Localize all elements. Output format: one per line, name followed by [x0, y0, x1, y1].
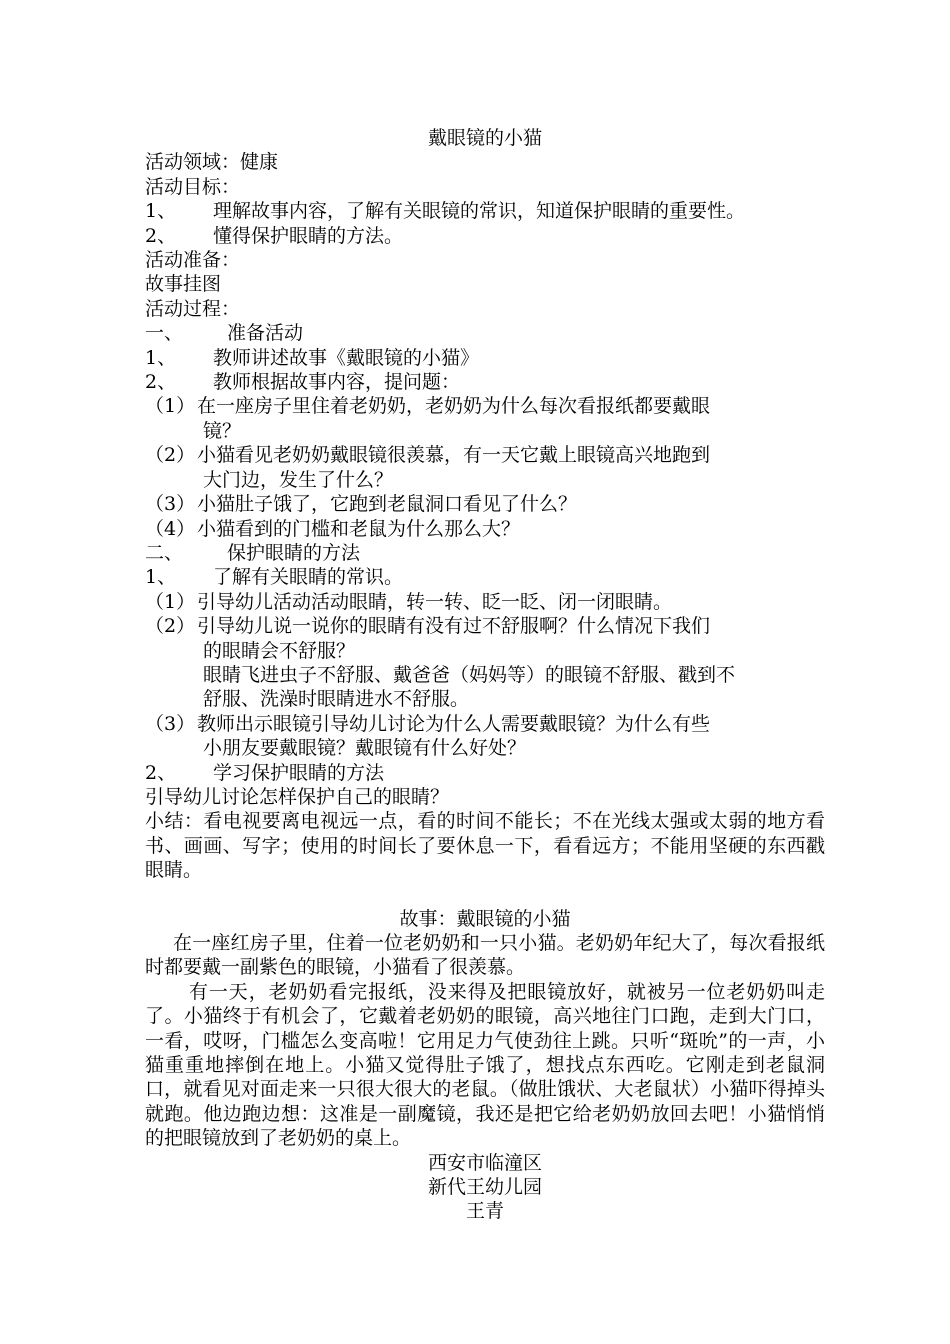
- signature-author: 王青: [465, 1200, 504, 1223]
- question-item: （2） 小猫看见老奶奶戴眼镜很羡慕，有一天它戴上眼镜高兴地跑到: [145, 444, 711, 467]
- question-item: （1） 在一座房子里住着老奶奶，老奶奶为什么每次看报纸都要戴眼: [145, 395, 711, 418]
- question-item: （3） 小猫肚子饿了，它跑到老鼠洞口看见了什么？: [145, 493, 578, 516]
- part2-heading: 二、 保护眼睛的方法: [145, 541, 361, 564]
- part2-item: 1、 了解有关眼睛的常识。: [145, 566, 404, 589]
- story-paragraph: 有一天，老奶奶看完报纸，没来得及把眼镜放好，就被另一位老奶奶叫走了。小猫终于有机会了，它戴着老奶奶的眼镜，高兴地往门口跑，走到大门口，一看，哎呀，门槛怎么变高啦！它用足力气使劲往上跳。只听“斑吮”的一声，小猫重重地摔倒在地上。小猫又觉得肚子饿了，想找点东西吃。它刚走到老鼠洞口，就看见对面走来一只很大很大的老鼠。（做肚饿状、大老鼠状）小猫吓得掉头就跑。他边跑边想：这准是一副魔镜，我还是把它给老奶奶放回去吧！小猫悄悄的把眼镜放到了老奶奶的桌上。: [145, 980, 825, 1150]
- signature-school: 新代王幼儿园: [427, 1176, 542, 1199]
- goal-item: 2、 懂得保护眼睛的方法。: [145, 224, 404, 247]
- document-page: [145, 126, 825, 1224]
- goal-item: 1、 理解故事内容，了解有关眼镜的常识，知道保护眼睛的重要性。: [145, 200, 746, 223]
- prep-heading: 活动准备：: [145, 249, 241, 272]
- question-item: （3） 教师出示眼镜引导幼儿讨论为什么人需要戴眼镜？为什么有些: [145, 712, 711, 735]
- summary-text: 小结：看电视要离电视远一点，看的时间不能长；不在光线太强或太弱的地方看书、画画、写字；使用的时间长了要休息一下，看看远方；不能用坚硬的东西戳眼睛。: [145, 810, 825, 882]
- story-title: 故事：戴眼镜的小猫: [399, 907, 571, 930]
- process-heading: 活动过程：: [145, 297, 241, 320]
- question-item: （2） 引导幼儿说一说你的眼睛有没有过不舒服啊？什么情况下我们: [145, 615, 711, 638]
- question-item: （4） 小猫看到的门槛和老鼠为什么那么大？: [145, 517, 521, 540]
- part1-item: 2、 教师根据故事内容，提问题：: [145, 371, 461, 394]
- goals-heading: 活动目标：: [145, 175, 241, 198]
- story-paragraph: 在一座红房子里，住着一位老奶奶和一只小猫。老奶奶年纪大了，每次看报纸时都要戴一副紫色的眼镜，小猫看了很羡慕。: [145, 932, 825, 979]
- activity-domain: 活动领域：健康: [145, 151, 279, 174]
- part2-item: 2、 学习保护眼睛的方法: [145, 761, 385, 784]
- prep-text: 故事挂图: [145, 273, 222, 296]
- question-continuation: 的眼睛会不舒服？: [203, 639, 356, 662]
- question-continuation: 镜？: [203, 419, 242, 442]
- part1-heading: 一、 准备活动: [145, 322, 304, 345]
- question-continuation: 舒服、洗澡时眼睛进水不舒服。: [203, 688, 470, 711]
- signature-district: 西安市临潼区: [427, 1151, 542, 1174]
- part1-item: 1、 教师讲述故事《戴眼镜的小猫》: [145, 346, 480, 369]
- discussion-text: 引导幼儿讨论怎样保护自己的眼睛？: [145, 785, 450, 808]
- document-title: 戴眼镜的小猫: [427, 127, 542, 149]
- question-continuation: 小朋友要戴眼镜？戴眼镜有什么好处？: [203, 737, 527, 760]
- question-item: （1） 引导幼儿活动活动眼睛，转一转、眨一眨、闭一闭眼睛。: [145, 590, 673, 613]
- question-continuation: 眼睛飞进虫子不舒服、戴爸爸（妈妈等）的眼镜不舒服、戳到不: [203, 663, 736, 686]
- question-continuation: 大门边，发生了什么？: [203, 468, 394, 491]
